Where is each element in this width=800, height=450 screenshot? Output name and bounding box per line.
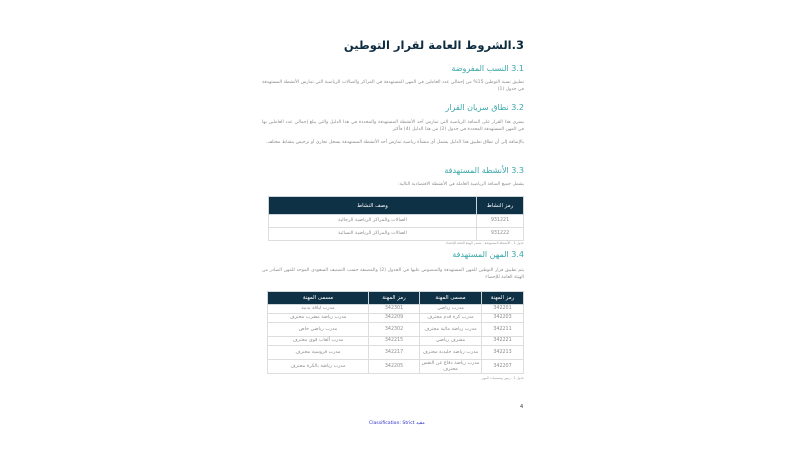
profession-code: 342207	[482, 360, 524, 374]
profession-title: مدرب رياضة مضرب محترف	[268, 314, 369, 323]
section-3-4-paragraph: يتم تطبيق قرار التوطين للمهن المستهدفة والمنصوص عليها في الجدول (2) والمصنفة حسب التصنيف السعودي الموحد للمهن الصادر من الهيئة العامة للإحصاء	[262, 268, 524, 280]
section-heading-3-1: 3.1 النسب المفروضة	[451, 64, 524, 73]
activity-description: الصالات والمراكز الرياضية النسائية	[269, 228, 477, 241]
profession-title: مدرب رياضة مائية محترف	[420, 323, 482, 337]
profession-title: مدرب رياضي خاص	[268, 323, 369, 337]
activity-description: الصالات والمراكز الرياضية الرجالية	[269, 215, 477, 228]
section-heading-3-4: 3.4 المهن المستهدفة	[452, 250, 524, 259]
profession-code: 342201	[482, 305, 524, 314]
profession-title: مدرب رياضة دفاع عن النفس محترف	[420, 360, 482, 374]
section-heading-3-2: 3.2 نطاق سريان القرار	[445, 103, 524, 112]
header-profession-title-2: مسمى المهنة	[268, 292, 369, 305]
profession-title: مشرف رياضي	[420, 337, 482, 346]
profession-title: مدرب رياضي	[420, 305, 482, 314]
page-number: 4	[520, 404, 524, 410]
header-activity-code: رمز النشاط	[477, 197, 524, 215]
section-3-2-paragraph-1: يسري هذا القرار على المنافذ الرياضية التي تمارس أحد الأنشطة المستهدفة والمحددة في هذا الدليل والتي يبلغ إجمالي عدد العاملين بها في المهن المستهدفة المحددة في جدول (2) من هذا الدليل (4) فأكثر	[262, 120, 524, 132]
profession-code: 342301	[369, 305, 420, 314]
section-heading-3-3: 3.3 الأنشطة المستهدفة	[444, 166, 524, 175]
activity-code: 931221	[477, 215, 524, 228]
table-row	[268, 346, 524, 360]
table-row	[269, 228, 524, 241]
activities-table-caption: جدول 1 - الأنشطة المستهدفة - مصدر الهيئة العامة للإحصاء	[445, 241, 524, 245]
table-row	[268, 314, 524, 323]
table-row	[268, 305, 524, 314]
profession-title: مدرب لياقة بدنية	[268, 305, 369, 314]
profession-title: مدرب رياضة جليدية محترف	[420, 346, 482, 360]
section-3-3-paragraph: يشمل جميع المنافذ الرياضية العاملة في الأنشطة الاقتصادية التالية:	[397, 182, 524, 187]
section-3-1-paragraph: تطبيق نسبة التوطين 15% من إجمالي عدد العاملين في المهن المستهدفة في المراكز والصالات الرياضية التي تمارس الأنشطة المستهدفة في جدول (1)	[262, 80, 525, 92]
profession-title: مدرب ألعاب قوى محترف	[268, 337, 369, 346]
header-profession-code-2: رمز المهنة	[369, 292, 420, 305]
profession-code: 342209	[369, 314, 420, 323]
profession-code: 342213	[482, 346, 524, 360]
profession-code: 342211	[482, 323, 524, 337]
header-profession-title-1: مسمى المهنة	[420, 292, 482, 305]
profession-code: 342205	[369, 360, 420, 374]
professions-table	[267, 291, 524, 374]
section-3-2-paragraph-2: بالإضافة إلى أن نطاق تطبيق هذا الدليل يشمل أي منشأة رياضية تمارس أحد الأنشطة المستهدفة بسجل تجاري أو ترخيص بنشاط مختلف.	[265, 140, 524, 145]
professions-table-caption: جدول 2 - رموز ومسميات المهن	[481, 376, 524, 380]
profession-title: مدرب رياضة بالكرة محترف	[268, 360, 369, 374]
profession-title: مدرب فروسية محترف	[268, 346, 369, 360]
table-row	[268, 360, 524, 374]
table-row	[269, 215, 524, 228]
page-title: 3.الشروط العامة لقرار التوطين	[343, 38, 524, 52]
header-profession-code-1: رمز المهنة	[482, 292, 524, 305]
profession-code: 342203	[482, 314, 524, 323]
activities-table	[268, 196, 524, 241]
profession-title: مدرب كرة قدم محترف	[420, 314, 482, 323]
table-row	[268, 337, 524, 346]
header-activity-description: وصف النشاط	[269, 197, 477, 215]
profession-code: 342215	[369, 337, 420, 346]
profession-code: 342221	[482, 337, 524, 346]
classification-label: Classification: Strict مقيد	[369, 421, 425, 426]
profession-code: 342302	[369, 323, 420, 337]
profession-code: 342217	[369, 346, 420, 360]
activity-code: 931222	[477, 228, 524, 241]
table-row	[268, 323, 524, 337]
